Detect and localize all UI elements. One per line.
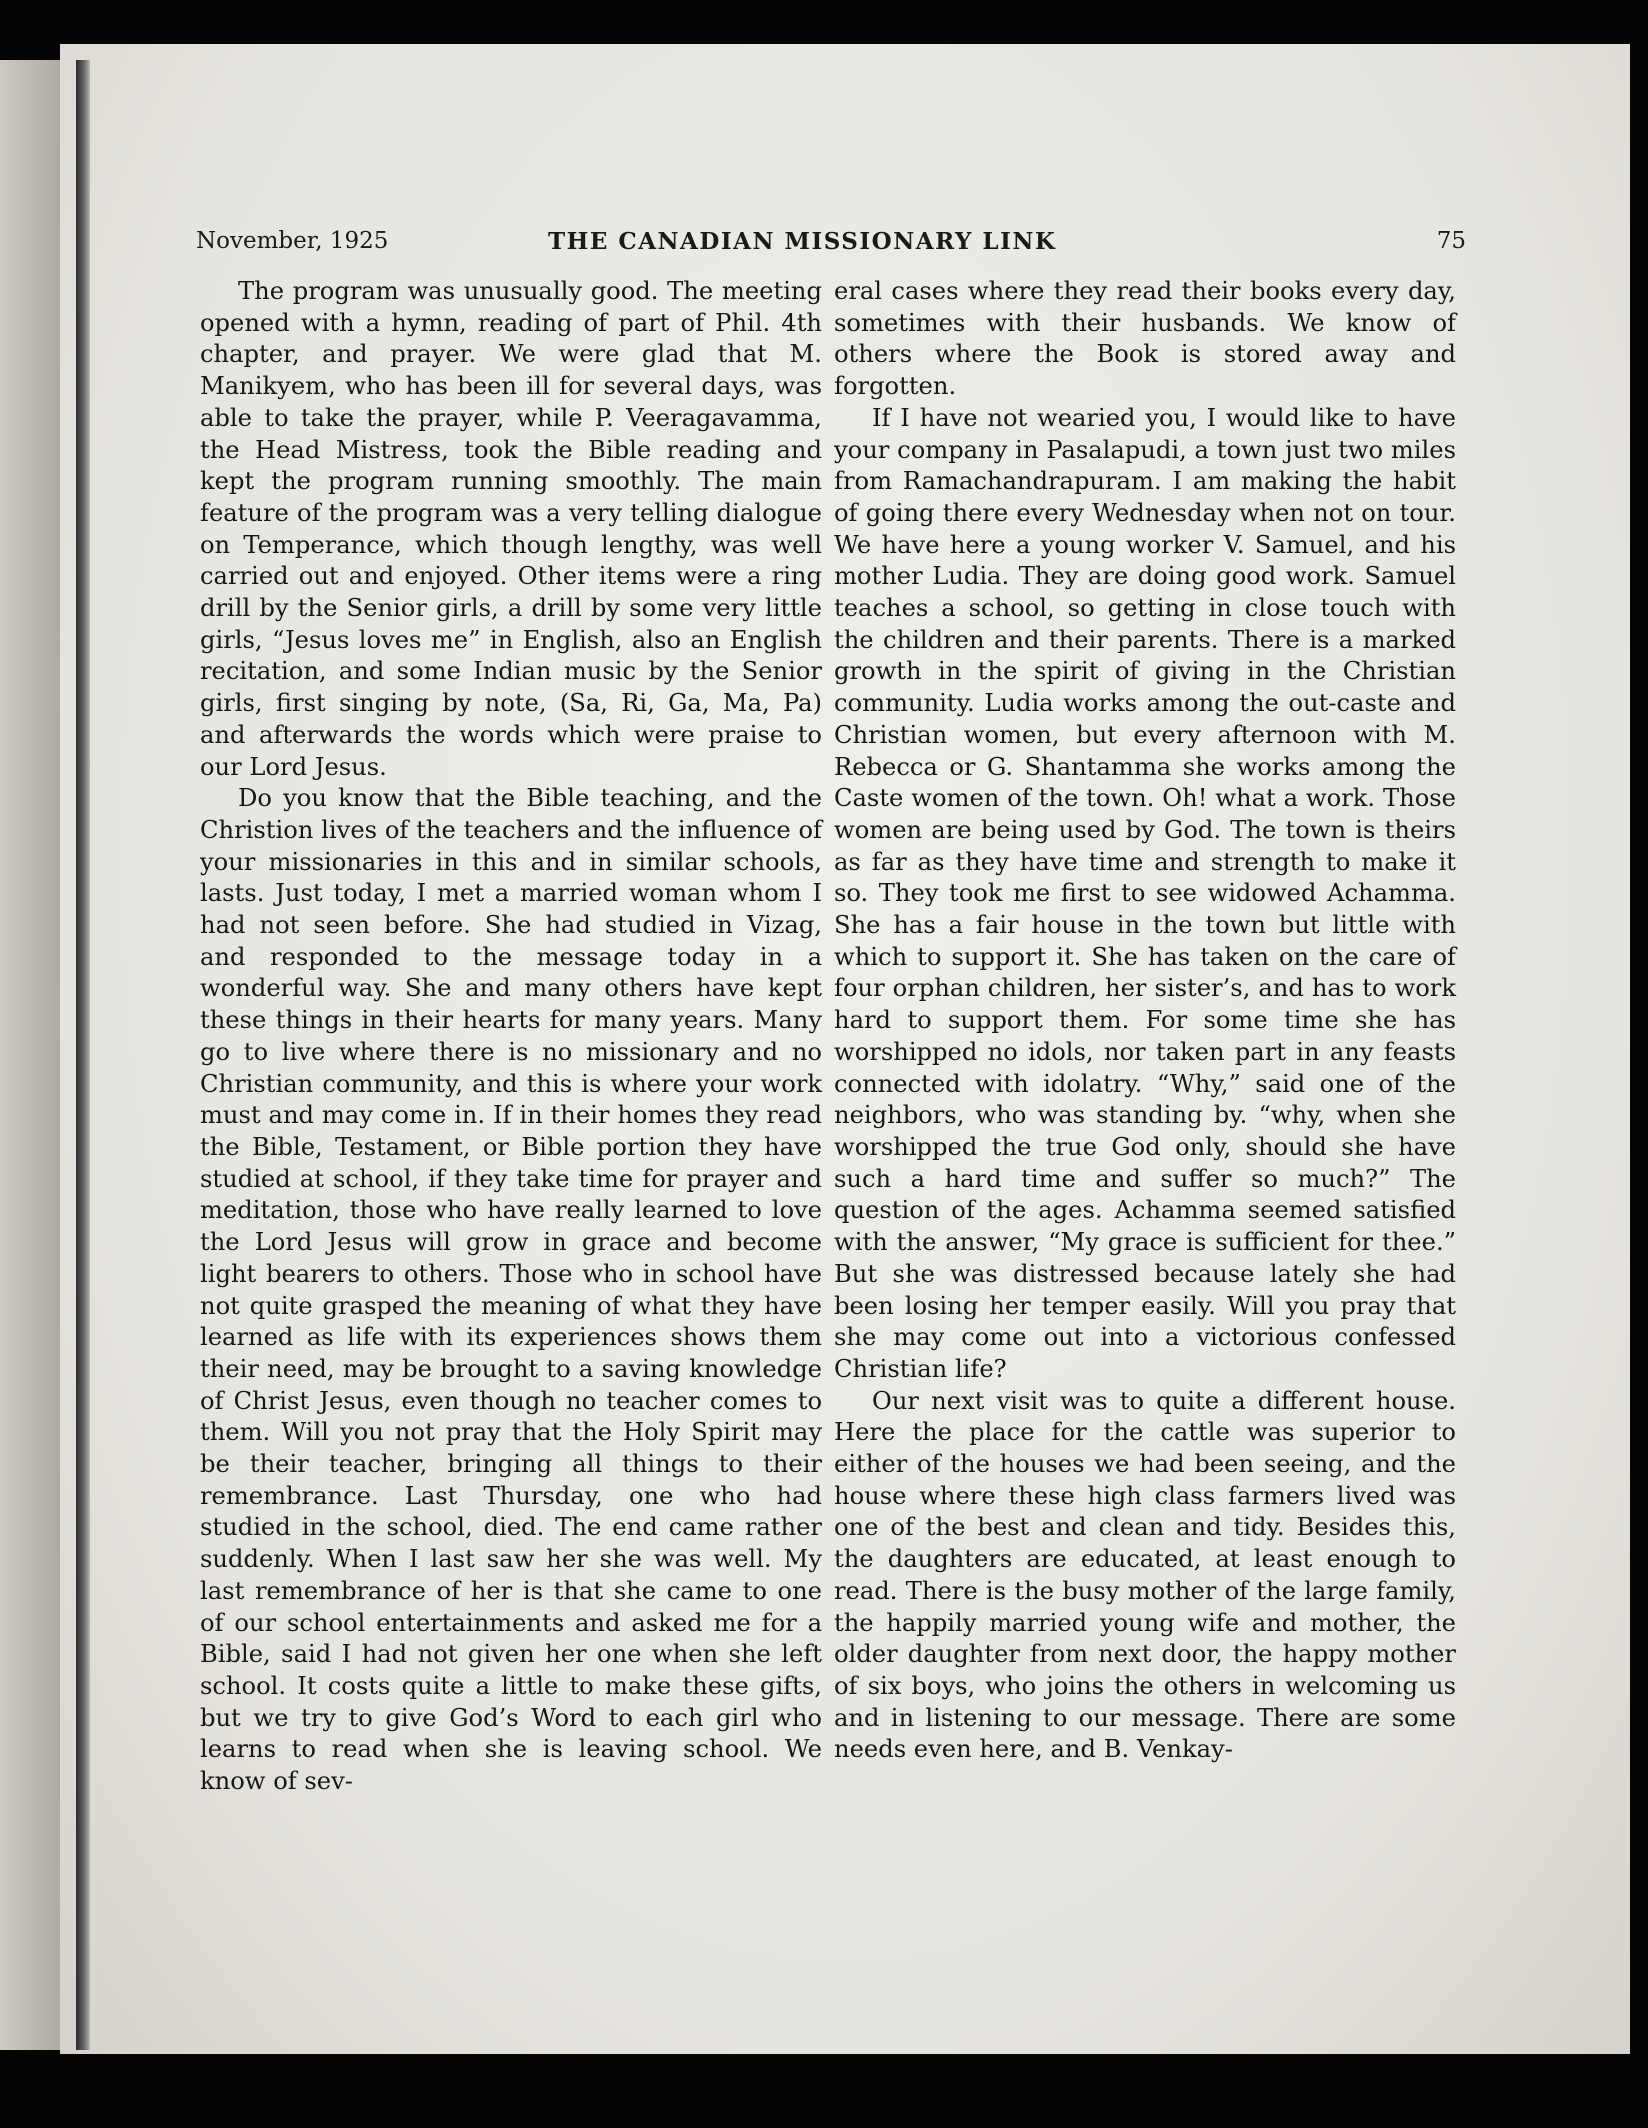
page-number: 75 xyxy=(1436,228,1466,254)
left-column xyxy=(200,276,822,1798)
paragraph-continuation: eral cases where they read their books every day, sometimes with their husbands. We know of others where the Book is stored away and forgotten. xyxy=(834,277,1456,401)
paragraph: Do you know that the Bible teaching, and the Christion lives of the teachers and the influence of your missionaries in this and in similar schools, lasts. Just today, I met a married woman whom I had not seen before. She had studied in Vizag, and responded to the message today in a wonderful way. She and many others have kept these things in their hearts for many years. Many go to live where there is no missionary and no Christian community, and this is where your work must and may come in. If in their homes they read the Bible, Testament, or Bible portion they have studied at school, if they take time for prayer and meditation, those who have really learned to love the Lord Jesus will grow in grace and become light bearers to others. Those who in school have not quite grasped the meaning of what they have learned as life with its experiences shows them their need, may be brought to a saving knowledge of Christ Jesus, even though no teacher comes to them. Will you not pray that the Holy Spirit may be their teacher, bringing all things to their remembrance. Last Thursday, one who had studied in the school, died. The end came rather suddenly. When I last saw her she was well. My last remembrance of her is that she came to one of our school entertainments and asked me for a Bible, said I had not given her one when she left school. It costs quite a little to make these gifts, but we try to give God’s Word to each girl who learns to read when she is leaving school. We know of sev- xyxy=(200,784,822,1796)
publication-title: THE CANADIAN MISSIONARY LINK xyxy=(548,228,1057,255)
paragraph: If I have not wearied you, I would like to have your company in Pasalapudi, a town just two miles from Ramachandrapuram. I am making the habit of going there every Wednesday when not on tour. We have here a young worker V. Samuel, and his mother Ludia. They are doing good work. Samuel teaches a school, so getting in close touch with the children and their parents. There is a marked growth in the spirit of giving in the Christian community. Ludia works among the out-caste and Christian women, but every afternoon with M. Rebecca or G. Shantamma she works among the Caste women of the town. Oh! what a work. Those women are being used by God. The town is theirs as far as they have time and strength to make it so. They took me first to see widowed Achamma. She has a fair house in the town but little with which to support it. She has taken on the care of four orphan children, her sister’s, and has to work hard to support them. For some time she has worshipped no idols, nor taken part in any feasts connected with idolatry. “Why,” said one of the neighbors, who was standing by. “why, when she worshipped the true God only, should she have such a hard time and suffer so much?” The question of the ages. Achamma seemed satisfied with the answer, “My grace is sufficient for thee.” But she was distressed because lately she had been losing her temper easily. Will you pray that she may come out into a victorious confessed Christian life? xyxy=(834,403,1456,1383)
paragraph: Our next visit was to quite a different house. Here the place for the cattle was superior to either of the houses we had been seeing, and the house where these high class farmers lived was one of the best and clean and tidy. Besides this, the daughters are educated, at least enough to read. There is the busy mother of the large family, the happily married young wife and mother, the older daughter from next door, the happy mother of six boys, who joins the others in welcoming us and in listening to our message. There are some needs even here, and B. Venkay- xyxy=(834,1386,1456,1764)
binding-shadow xyxy=(76,60,90,2050)
issue-date: November, 1925 xyxy=(196,228,389,254)
paragraph: The program was unusually good. The meeting opened with a hymn, reading of part of Phil. 4th chapter, and prayer. We were glad that M. Manikyem, who has been ill for several days, was able to take the prayer, while P. Veeragavamma, the Head Mistress, took the Bible reading and kept the program running smoothly. The main feature of the program was a very telling dialogue on Temperance, which though lengthy, was well carried out and enjoyed. Other items were a ring drill by the Senior girls, a drill by some very little girls, “Jesus loves me” in English, also an English recitation, and some Indian music by the Senior girls, first singing by note, (Sa, Ri, Ga, Ma, Pa) and afterwards the words which were praise to our Lord Jesus. xyxy=(200,277,822,781)
right-column xyxy=(834,276,1456,1766)
running-header xyxy=(196,228,1466,268)
